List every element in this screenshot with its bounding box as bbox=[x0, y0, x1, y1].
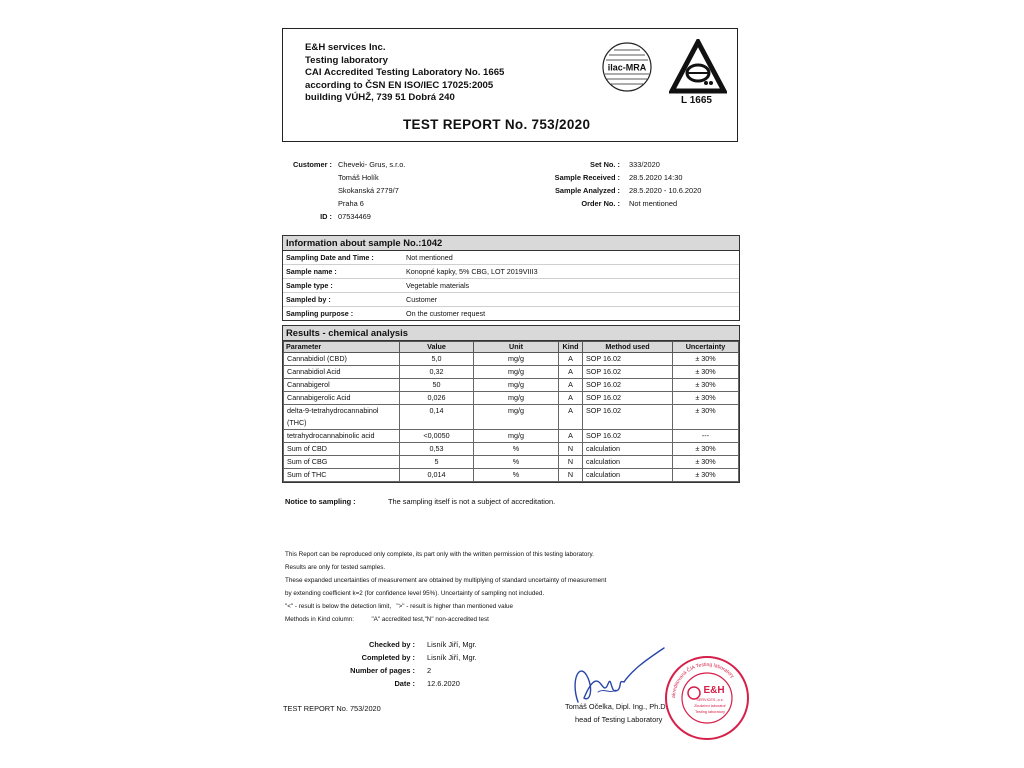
customer-line: Cheveki- Grus, s.r.o. bbox=[338, 160, 406, 169]
note-line: Methods in Kind column: "A" accredited test,"N" non-accredited test bbox=[285, 616, 489, 623]
results-row bbox=[284, 430, 739, 443]
cell-unit: mg/g bbox=[474, 430, 559, 443]
cell-method: calculation bbox=[583, 469, 673, 482]
sample-info-value: Konopné kapky, 5% CBG, LOT 2019VIII3 bbox=[406, 267, 538, 276]
note-line: "<" - result is below the detection limit, ">" - result is higher than mentioned value bbox=[285, 603, 514, 610]
cell-method: calculation bbox=[583, 456, 673, 469]
sample-info-value: Not mentioned bbox=[406, 253, 453, 262]
cell-kind: A bbox=[559, 430, 583, 443]
sample-info-row bbox=[283, 265, 739, 279]
svg-text:akreditovaná ČIA Testing lab: akreditovaná ČIA Testing laboratory bbox=[670, 661, 736, 699]
cell-uncertainty: ± 30% bbox=[673, 469, 739, 482]
set-no-value: 333/2020 bbox=[629, 160, 660, 169]
cell-parameter: Sum of THC bbox=[284, 469, 400, 482]
checked-by-label: Checked by : bbox=[368, 640, 415, 649]
completed-by-label: Completed by : bbox=[361, 653, 415, 662]
cell-unit: mg/g bbox=[474, 366, 559, 379]
cell-kind: A bbox=[559, 366, 583, 379]
lab-name: E&H services Inc. bbox=[305, 42, 386, 53]
note-line: by extending coefficient k=2 (for confidence level 95%). Uncertainty of sampling not included. bbox=[285, 590, 545, 597]
cell-unit: % bbox=[474, 456, 559, 469]
cell-parameter: Cannabidiol (CBD) bbox=[284, 353, 400, 366]
sample-info-key: Sampling purpose : bbox=[286, 309, 354, 318]
customer-id-value: 07534469 bbox=[338, 212, 371, 221]
results-row bbox=[284, 405, 739, 430]
cell-parameter: Cannabigerol bbox=[284, 379, 400, 392]
cell-value: 50 bbox=[400, 379, 474, 392]
results-row bbox=[284, 456, 739, 469]
cell-parameter: Cannabidiol Acid bbox=[284, 366, 400, 379]
col-header-parameter: Parameter bbox=[284, 342, 400, 353]
customer-line: Tomáš Holík bbox=[338, 173, 379, 182]
sample-info-key: Sampled by : bbox=[286, 295, 331, 304]
cell-method: SOP 16.02 bbox=[583, 353, 673, 366]
results-row bbox=[284, 353, 739, 366]
note-line: These expanded uncertainties of measurement are obtained by multiplying of standard uncertainty of measurement bbox=[285, 577, 607, 584]
note-line: Results are only for tested samples. bbox=[285, 564, 386, 571]
results-header-row bbox=[284, 342, 739, 353]
sample-info-value: Vegetable materials bbox=[406, 281, 470, 290]
footer-report-ref: TEST REPORT No. 753/2020 bbox=[283, 704, 381, 713]
cell-kind: A bbox=[559, 353, 583, 366]
cell-parameter: tetrahydrocannabinolic acid bbox=[284, 430, 400, 443]
sample-received-value: 28.5.2020 14:30 bbox=[629, 173, 683, 182]
col-header-value: Value bbox=[400, 342, 474, 353]
lab-type: Testing laboratory bbox=[305, 54, 388, 66]
cell-kind: N bbox=[559, 469, 583, 482]
sample-info-key: Sample type : bbox=[286, 281, 333, 290]
results-row bbox=[284, 443, 739, 456]
cell-uncertainty: ± 30% bbox=[673, 392, 739, 405]
set-no-label: Set No. : bbox=[590, 160, 620, 169]
sample-info-row bbox=[283, 251, 739, 265]
cell-uncertainty: ± 30% bbox=[673, 366, 739, 379]
sample-analyzed-label: Sample Analyzed : bbox=[554, 186, 620, 195]
note-line: This Report can be reproduced only complete, its part only with the written permission of this testing laboratory. bbox=[285, 551, 594, 558]
cell-value: <0,0050 bbox=[400, 430, 474, 443]
cell-value: 0,14 bbox=[400, 405, 474, 430]
cell-value: 5 bbox=[400, 456, 474, 469]
cell-parameter: Cannabigerolic Acid bbox=[284, 392, 400, 405]
cell-uncertainty: ± 30% bbox=[673, 405, 739, 430]
laboratory-stamp bbox=[664, 655, 750, 741]
report-notes bbox=[285, 548, 606, 626]
sample-info-value: On the customer request bbox=[406, 309, 486, 318]
signer-role: head of Testing Laboratory bbox=[575, 715, 663, 724]
cell-uncertainty: --- bbox=[673, 430, 739, 443]
completed-by-value: Lisník Jiří, Mgr. bbox=[427, 653, 477, 662]
cell-kind: A bbox=[559, 405, 583, 430]
cell-uncertainty: ± 30% bbox=[673, 379, 739, 392]
cell-value: 0,014 bbox=[400, 469, 474, 482]
cell-unit: mg/g bbox=[474, 353, 559, 366]
cell-uncertainty: ± 30% bbox=[673, 456, 739, 469]
sample-info-row bbox=[283, 307, 739, 320]
sample-info-section bbox=[282, 235, 740, 321]
svg-text:SERVICES, a.s.: SERVICES, a.s. bbox=[696, 698, 724, 702]
cell-method: SOP 16.02 bbox=[583, 405, 673, 430]
results-row bbox=[284, 469, 739, 482]
sample-analyzed-value: 28.5.2020 - 10.6.2020 bbox=[629, 186, 702, 195]
order-no-label: Order No. : bbox=[581, 199, 620, 208]
cell-method: SOP 16.02 bbox=[583, 430, 673, 443]
ilac-mra-logo bbox=[601, 41, 653, 93]
cell-unit: mg/g bbox=[474, 379, 559, 392]
cell-unit: mg/g bbox=[474, 405, 559, 430]
cell-parameter: Sum of CBD bbox=[284, 443, 400, 456]
cell-value: 0,32 bbox=[400, 366, 474, 379]
customer-id-label: ID : bbox=[320, 212, 332, 221]
cell-unit: mg/g bbox=[474, 392, 559, 405]
cell-method: SOP 16.02 bbox=[583, 366, 673, 379]
sample-info-key: Sampling Date and Time : bbox=[286, 253, 374, 262]
cai-accreditation-logo bbox=[669, 39, 727, 97]
results-row bbox=[284, 379, 739, 392]
cell-uncertainty: ± 30% bbox=[673, 443, 739, 456]
results-row bbox=[284, 392, 739, 405]
cell-unit: % bbox=[474, 469, 559, 482]
pages-value: 2 bbox=[427, 666, 432, 675]
cell-kind: A bbox=[559, 379, 583, 392]
cell-value: 5,0 bbox=[400, 353, 474, 366]
results-section bbox=[282, 325, 740, 483]
sample-info-row bbox=[283, 279, 739, 293]
sample-info-row bbox=[283, 293, 739, 307]
svg-text:E&H: E&H bbox=[703, 685, 725, 696]
col-header-kind: Kind bbox=[559, 342, 583, 353]
lab-accreditation: CAI Accredited Testing Laboratory No. 1665 bbox=[305, 67, 505, 79]
order-no-value: Not mentioned bbox=[629, 199, 678, 208]
date-value: 12.6.2020 bbox=[427, 679, 460, 688]
customer-line: Skokanská 2779/7 bbox=[338, 186, 399, 195]
sample-received-label: Sample Received : bbox=[554, 173, 620, 182]
lab-standard: according to ČSN EN ISO/IEC 17025:2005 bbox=[305, 79, 494, 91]
cell-unit: % bbox=[474, 443, 559, 456]
cell-value: 0,026 bbox=[400, 392, 474, 405]
sample-info-title: Information about sample No.:1042 bbox=[283, 236, 739, 251]
cell-method: SOP 16.02 bbox=[583, 379, 673, 392]
pages-label: Number of pages : bbox=[350, 666, 415, 675]
lab-address: building VÚHŽ, 739 51 Dobrá 240 bbox=[305, 92, 455, 104]
cell-method: SOP 16.02 bbox=[583, 392, 673, 405]
cai-logo-label: L 1665 bbox=[681, 95, 712, 106]
customer-label: Customer : bbox=[292, 160, 332, 169]
notice-label: Notice to sampling : bbox=[285, 497, 356, 506]
report-header-box bbox=[282, 28, 738, 142]
svg-text:Testing laboratory: Testing laboratory bbox=[695, 710, 725, 714]
svg-text:ilac-MRA: ilac-MRA bbox=[607, 62, 647, 73]
cell-method: calculation bbox=[583, 443, 673, 456]
date-label: Date : bbox=[394, 679, 415, 688]
cell-parameter: Sum of CBG bbox=[284, 456, 400, 469]
report-title: TEST REPORT No. 753/2020 bbox=[403, 117, 591, 132]
cell-uncertainty: ± 30% bbox=[673, 353, 739, 366]
col-header-uncertainty: Uncertainty bbox=[673, 342, 739, 353]
results-title: Results - chemical analysis bbox=[283, 326, 739, 341]
results-row bbox=[284, 366, 739, 379]
signer-name: Tomáš Očelka, Dipl. Ing., Ph.D. bbox=[565, 702, 668, 711]
checked-by-value: Lisník Jiří, Mgr. bbox=[427, 640, 477, 649]
cell-parameter: delta-9-tetrahydrocannabinol (THC) bbox=[284, 405, 400, 430]
cell-kind: N bbox=[559, 443, 583, 456]
svg-text:Zkušební laboratoř: Zkušební laboratoř bbox=[694, 704, 726, 708]
cell-value: 0,53 bbox=[400, 443, 474, 456]
customer-line: Praha 6 bbox=[338, 199, 364, 208]
sample-info-value: Customer bbox=[406, 295, 438, 304]
col-header-method: Method used bbox=[583, 342, 673, 353]
cell-kind: N bbox=[559, 456, 583, 469]
col-header-unit: Unit bbox=[474, 342, 559, 353]
results-table bbox=[283, 341, 739, 482]
sample-info-key: Sample name : bbox=[286, 267, 337, 276]
cell-kind: A bbox=[559, 392, 583, 405]
notice-text: The sampling itself is not a subject of accreditation. bbox=[388, 497, 556, 506]
